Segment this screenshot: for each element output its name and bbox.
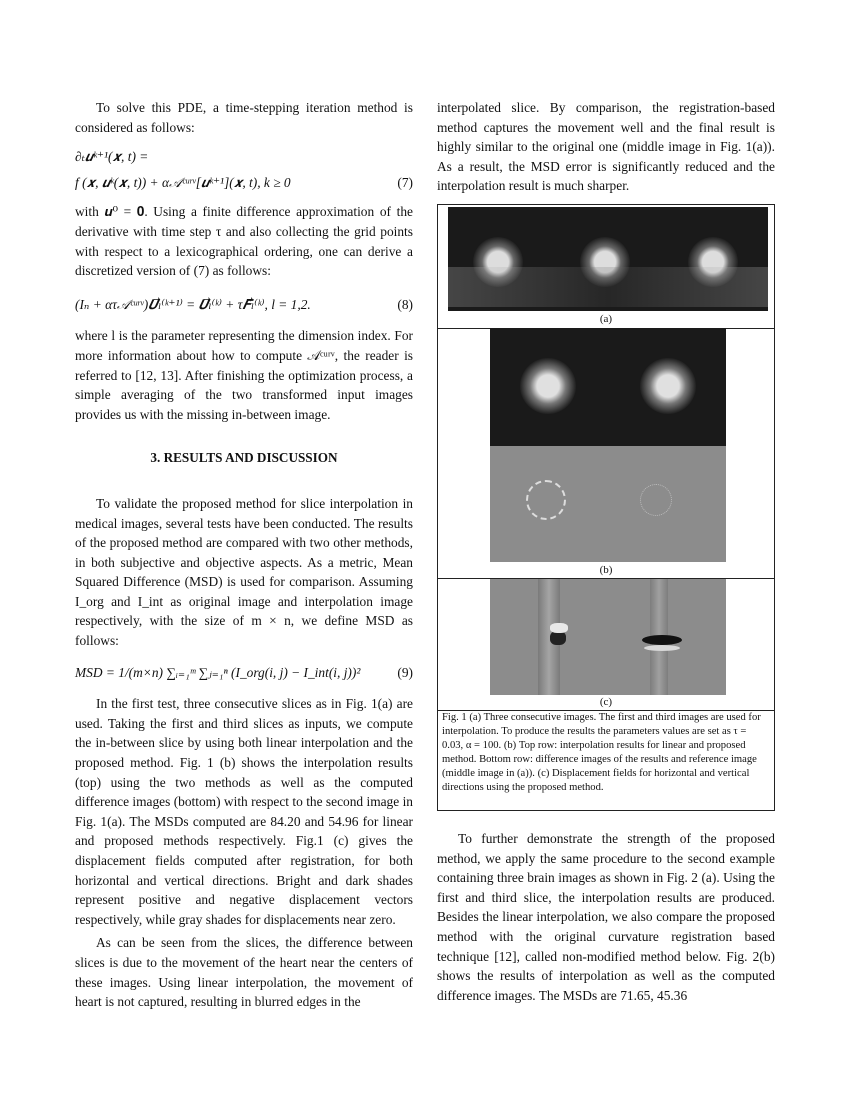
- equation-8: [75, 295, 413, 315]
- interpolation-results-image: [490, 328, 726, 446]
- figure-1-panel-a: [438, 205, 774, 329]
- equation-7-line-1: ∂ₜ𝒖ᵏ⁺¹(𝒙, t) =: [75, 149, 149, 165]
- right-column-top: [437, 98, 775, 196]
- equation-8-body: (Iₙ + ατ𝒜ᶜᵘʳᵛ)𝑼⃗ₗ⁽ᵏ⁺¹⁾ = 𝑼⃗ₗ⁽ᵏ⁾ + τ𝑭⃗ₗ⁽ᵏ⁾, l = 1,2.: [75, 296, 311, 312]
- paragraph-finite-difference: with 𝒖⁰ = 𝟎. Using a finite difference approximation of the derivative with time step τ and also collecting the grid points with respect to a lexicographical ordering, one can derive a discretized version of (7) as follows:: [75, 204, 413, 279]
- figure-1: [437, 204, 775, 811]
- right-column-bottom: [437, 829, 775, 1005]
- equation-8-number: (8): [397, 296, 413, 312]
- figure-1-caption: Fig. 1 (a) Three consecutive images. The first and third images are used for interpolation. To produce the results the parameters values are set as τ = 0.03, α = 100. (b) Top row: interpolation results for linear and proposed method. Bottom row: difference images of the results and reference image (middle image in (a)). (c) Displacement fields for horizontal and vertical directions using the proposed method.: [442, 712, 761, 794]
- left-column: [75, 98, 413, 1012]
- figure-label-a: (a): [599, 313, 613, 325]
- paragraph-intro: To solve this PDE, a time-stepping iteration method is considered as follows:: [75, 100, 413, 135]
- figure-1-panel-c: [438, 578, 774, 711]
- equation-7-number: (7): [397, 175, 413, 191]
- paragraph-first-test: In the first test, three consecutive slices as in Fig. 1(a) are used. Taking the first and third slices as inputs, we compute the in-between slice by using both linear interpolation and the proposed method. Fig. 1 (b) shows the interpolation results (top) using the two methods as well as the computed difference images (bottom) with respect to the second image in Fig. 1(a). The MSDs computed are 84.20 and 54.96 for linear and proposed methods respectively. Fig.1 (c) gives the displacement fields computed after registration, for both horizontal and vertical directions. Bright and dark shades represent positive and negative displacement vectors respectively, while gray shades for displacements near zero.: [75, 696, 413, 927]
- paragraph-heart-movement: As can be seen from the slices, the difference between slices is due to the movement of the heart near the centers of these images. Using linear interpolation, the movement of heart is not captured, resulting in blurred edges in the: [75, 935, 413, 1010]
- paragraph-validation: To validate the proposed method for slice interpolation in medical images, several tests have been conducted. The results of the proposed method are compared with two other methods, in both subjective and objective aspects. As a metric, Mean Squared Difference (MSD) is used for comparison. Assuming I_org and I_int as original image and interpolation image respectively, with the size of m × n, we define MSD as follows:: [75, 495, 413, 649]
- equation-9-body: MSD = 1/(m×n) ∑ᵢ₌₁ᵐ ∑ⱼ₌₁ⁿ (I_org(i, j) − I_int(i, j))²: [75, 664, 361, 680]
- equation-9-number: (9): [397, 664, 413, 680]
- equation-9: [75, 663, 413, 683]
- equation-7-line-2: f (𝒙, 𝒖ᵏ(𝒙, t)) + α𝒜ᶜᵘʳᵛ[𝒖ᵏ⁺¹](𝒙, t), k ≥ 0: [75, 174, 291, 190]
- equation-7: [75, 147, 413, 192]
- paragraph-dimension-index: where l is the parameter representing the dimension index. For more information about how to compute 𝒜ᶜᵘʳᵛ, the reader is referred to [12, 13]. After finishing the optimization process, a simple averaging of the two transformed input images provides us with the missing in-between image.: [75, 328, 413, 422]
- figure-label-b: (b): [599, 564, 613, 576]
- paragraph-brain-example: To further demonstrate the strength of the proposed method, we apply the same procedure to the second example containing three brain images as shown in Fig. 2 (a). Using the first and third slice, the interpolation results are produced. Besides the linear interpolation, we also compare the proposed method with the original curvature registration based technique [12], called non-modified method below. Fig. 2(b) shows the results of interpolation as well as the computed difference images. The MSDs are 71.65, 45.36: [437, 831, 775, 1003]
- displacement-fields-image: [490, 579, 726, 695]
- paragraph-registration-comparison: interpolated slice. By comparison, the registration-based method captures the movement well and the final result is highly similar to the original one (middle image in Fig. 1(a)). As a result, the MSD error is significantly reduced and the interpolation result is much sharper.: [437, 100, 775, 194]
- section-heading: 3. RESULTS AND DISCUSSION: [150, 450, 338, 466]
- cardiac-slices-image: [448, 207, 768, 311]
- difference-images: [490, 446, 726, 562]
- figure-1-panel-b: [438, 328, 774, 579]
- figure-label-c: (c): [599, 696, 613, 708]
